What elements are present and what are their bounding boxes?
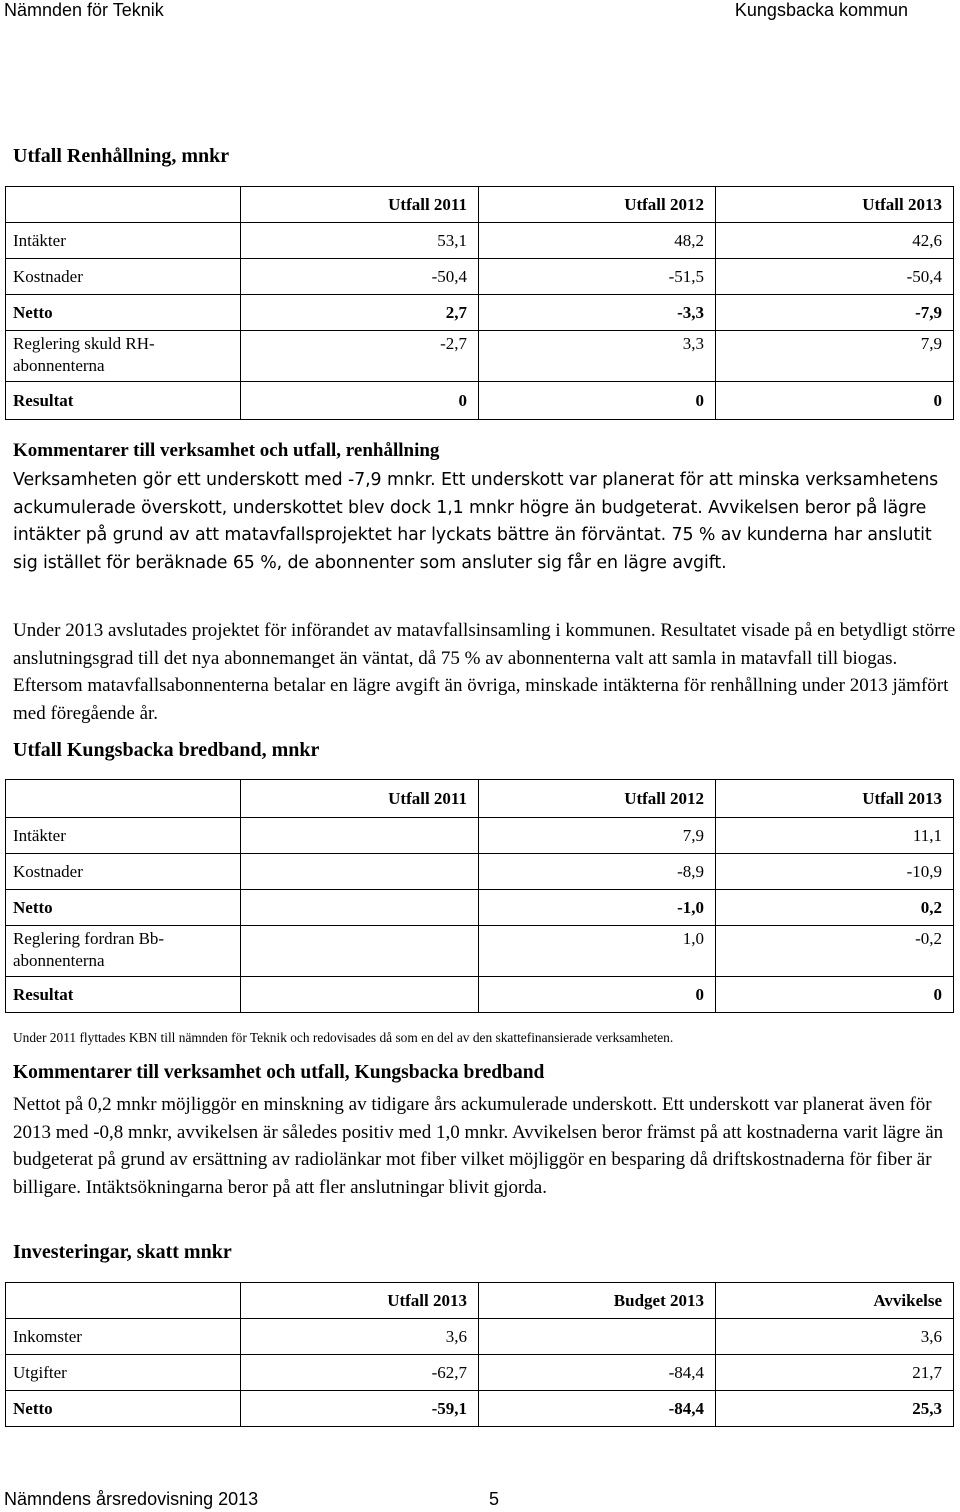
bredband-table (5, 779, 954, 1013)
table-cell (241, 818, 479, 854)
table-cell: 7,9 (716, 331, 954, 382)
table-row (6, 854, 954, 890)
column-header: Utfall 2011 (241, 187, 479, 223)
table-cell: 21,7 (716, 1355, 954, 1391)
table-cell: -59,1 (241, 1391, 479, 1427)
table-header-row (6, 780, 954, 818)
header-left: Nämnden för Teknik (4, 0, 164, 20)
row-label: Inkomster (6, 1319, 241, 1355)
table-cell: -8,9 (479, 854, 716, 890)
table-header-row (6, 187, 954, 223)
row-label: Intäkter (6, 818, 241, 854)
table-cell: -62,7 (241, 1355, 479, 1391)
table-cell: -84,4 (479, 1355, 716, 1391)
table-row (6, 259, 954, 295)
table-cell: 0 (241, 382, 479, 420)
table-cell: -3,3 (479, 295, 716, 331)
renhallning-title: Utfall Renhållning, mnkr (13, 145, 230, 167)
table-cell: 0 (479, 977, 716, 1013)
table-row (6, 977, 954, 1013)
row-label: Resultat (6, 382, 241, 420)
page-footer (4, 1488, 500, 1510)
bredband-comment-heading: Kommentarer till verksamhet och utfall, Kungsbacka bredband (13, 1062, 545, 1083)
row-label: Netto (6, 1391, 241, 1427)
row-label: Netto (6, 890, 241, 926)
table-row (6, 382, 954, 420)
table-cell: -50,4 (241, 259, 479, 295)
table-cell (241, 977, 479, 1013)
table-cell: 0 (479, 382, 716, 420)
row-label: Reglering fordran Bb-abonnenterna (6, 926, 241, 977)
table-cell: -50,4 (716, 259, 954, 295)
row-label: Utgifter (6, 1355, 241, 1391)
table-cell: -10,9 (716, 854, 954, 890)
column-header: Avvikelse (716, 1283, 954, 1319)
table-cell (6, 1283, 241, 1319)
investeringar-title: Investeringar, skatt mnkr (13, 1241, 232, 1263)
table-row (6, 1355, 954, 1391)
table-row (6, 295, 954, 331)
row-label: Reglering skuld RH-abonnenterna (6, 331, 241, 382)
bredband-title: Utfall Kungsbacka bredband, mnkr (13, 739, 320, 761)
row-label: Intäkter (6, 223, 241, 259)
table-cell: 0 (716, 382, 954, 420)
table-cell: 25,3 (716, 1391, 954, 1427)
table-cell: 2,7 (241, 295, 479, 331)
investeringar-table (5, 1282, 954, 1427)
table-row (6, 223, 954, 259)
table-header-row (6, 1283, 954, 1319)
table-cell (241, 926, 479, 977)
column-header: Utfall 2013 (241, 1283, 479, 1319)
column-header: Utfall 2013 (716, 780, 954, 818)
table-row (6, 890, 954, 926)
table-row (6, 926, 954, 977)
page-header (0, 0, 960, 22)
table-cell (6, 780, 241, 818)
table-cell (6, 187, 241, 223)
renhallning-comment-heading: Kommentarer till verksamhet och utfall, renhållning (13, 440, 440, 461)
bredband-comment: Nettot på 0,2 mnkr möjliggör en minskning av tidigare års ackumulerade underskott. Ett underskott var planerat även för 2013 med -0,8 mnkr, avvikelsen är således positiv med 1,0 mnkr. Avvikelsen beror främst på att kostnaderna varit lägre än budgeterat på grund av ersättning av radiolänkar mot fiber vilket möjliggör en besparing då driftskostnaderna för fiber är billigare. Intäktsökningarna beror på att fler anslutningar blivit gjorda. (13, 1094, 944, 1198)
bredband-note: Under 2011 flyttades KBN till nämnden för Teknik och redovisades då som en del av den skattefinansierade verksamheten. (13, 1030, 674, 1045)
table-cell: 3,3 (479, 331, 716, 382)
table-cell: 7,9 (479, 818, 716, 854)
table-cell (479, 1319, 716, 1355)
row-label: Netto (6, 295, 241, 331)
table-cell: -1,0 (479, 890, 716, 926)
table-cell: 1,0 (479, 926, 716, 977)
table-row (6, 331, 954, 382)
table-cell (241, 854, 479, 890)
column-header: Utfall 2013 (716, 187, 954, 223)
table-row (6, 818, 954, 854)
table-cell: 42,6 (716, 223, 954, 259)
footer-title: Nämndens årsredovisning 2013 (4, 1489, 259, 1509)
row-label: Resultat (6, 977, 241, 1013)
table-cell: -7,9 (716, 295, 954, 331)
renhallning-table (5, 186, 954, 420)
table-cell (241, 890, 479, 926)
table-cell: 3,6 (241, 1319, 479, 1355)
table-cell: 0 (716, 977, 954, 1013)
column-header: Budget 2013 (479, 1283, 716, 1319)
table-cell: 3,6 (716, 1319, 954, 1355)
column-header: Utfall 2012 (479, 187, 716, 223)
table-cell: -51,5 (479, 259, 716, 295)
header-right: Kungsbacka kommun (734, 0, 908, 20)
table-cell: -2,7 (241, 331, 479, 382)
column-header: Utfall 2011 (241, 780, 479, 818)
row-label: Kostnader (6, 259, 241, 295)
table-row (6, 1391, 954, 1427)
renhallning-comment-2: Under 2013 avslutades projektet för införandet av matavfallsinsamling i kommunen. Resultatet visade på en betydligt större anslutningsgrad till det nya abonnemanget än väntat, då 75 % av abonnenterna valt att samla in matavfall till biogas. Eftersom matavfallsabonnenterna betalar en lägre avgift än övriga, minskade intäkterna för renhållning under 2013 jämfört med föregående år. (13, 620, 956, 724)
page-number: 5 (489, 1489, 500, 1509)
table-cell: 53,1 (241, 223, 479, 259)
column-header: Utfall 2012 (479, 780, 716, 818)
table-cell: -84,4 (479, 1391, 716, 1427)
table-cell: -0,2 (716, 926, 954, 977)
table-cell: 48,2 (479, 223, 716, 259)
table-cell: 0,2 (716, 890, 954, 926)
table-cell: 11,1 (716, 818, 954, 854)
renhallning-comment-1: Verksamheten gör ett underskott med -7,9 mnkr. Ett underskott var planerat för att minska verksamhetens ackumulerade överskott, underskottet blev dock 1,1 mnkr högre än budgeterat. Avvikelsen beror på lägre intäkter på grund av att matavfallsprojektet har lyckats bättre än förväntat. 75 % av kunderna har anslutit sig istället för beräknade 65 %, de abonnenter som ansluter sig får en lägre avgift. (13, 470, 939, 573)
row-label: Kostnader (6, 854, 241, 890)
table-row (6, 1319, 954, 1355)
